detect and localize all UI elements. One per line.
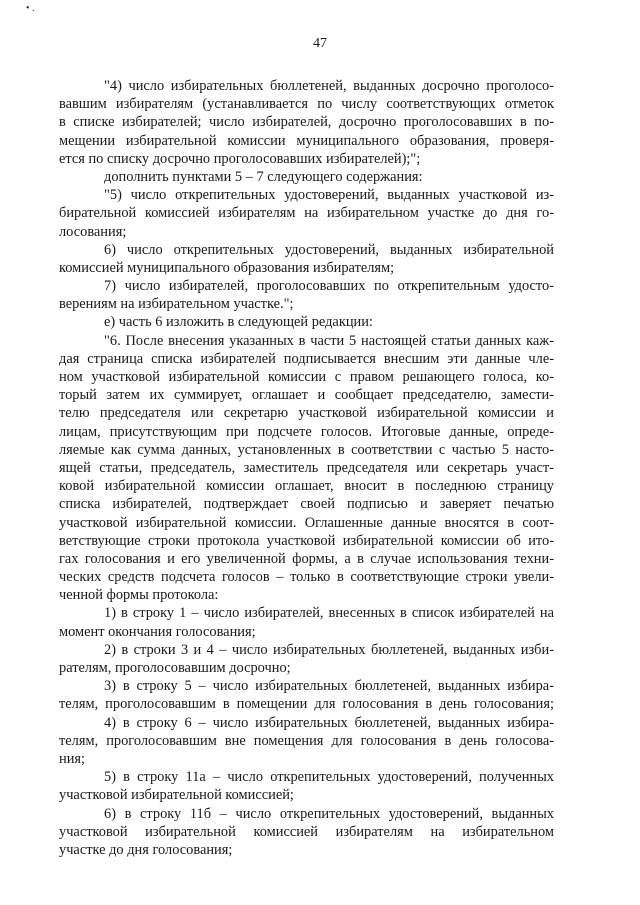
text-line: 2) в строки 3 и 4 – число избирательных бюллетеней, выданных изби-	[104, 641, 554, 658]
text-line: 4) в строку 6 – число избирательных бюллетеней, выданных избира-	[104, 714, 554, 731]
text-line: 6) в строку 11б – число открепительных удостоверений, выданных	[104, 805, 554, 822]
text-line: ляемые как сумма данных, установленных в соответствии с частью 5 насто-	[59, 441, 554, 458]
text-line: ческих средств подсчета голосов – только в соответствующие строки увели-	[59, 569, 554, 586]
page-number: 47	[313, 36, 327, 51]
text-line: вавшим избирателям (устанавливается по числу соответствующих отметок	[59, 96, 554, 113]
text-line: момент окончания голосования;	[59, 623, 256, 640]
text-line: гах голосования и его увеличенной формы, а в случае использования техни-	[59, 550, 554, 567]
text-line: ния;	[59, 750, 86, 767]
text-line: ченной формы протокола:	[59, 587, 219, 604]
text-line: ящей статьи, председатель, заместитель председателя или секретарь участ-	[59, 459, 554, 476]
text-line: лицам, присутствующим при подсчете голосов. Итоговые данные, опреде-	[59, 423, 554, 440]
text-line: участковой избирательной комиссией избирателям на избирательном	[59, 823, 554, 840]
text-line: участковой избирательной комиссией;	[59, 787, 294, 804]
text-line: ется по списку досрочно проголосовавших избирателей);";	[59, 150, 421, 167]
text-line: бирательной комиссией избирателям на избирательном участке до дня го-	[59, 205, 554, 222]
text-line: 3) в строку 5 – число избирательных бюллетеней, выданных избира-	[104, 678, 554, 695]
text-line: "6. После внесения указанных в части 5 настоящей статьи данных каж-	[104, 332, 554, 349]
text-line: мещении избирательной комиссии муниципального образования, проверя-	[59, 132, 554, 149]
text-line: телям, проголосовавшим в помещении для голосования в день голосования;	[59, 696, 554, 713]
text-line: участковой избирательной комиссии. Оглашенные данные вносятся в соот-	[59, 514, 554, 531]
text-line: е) часть 6 изложить в следующей редакции:	[104, 314, 373, 331]
text-line: "4) число избирательных бюллетеней, выданных досрочно проголосо-	[104, 78, 554, 94]
text-line: участке до дня голосования;	[59, 841, 233, 858]
text-line: ветствующие строки протокола участковой избирательной комиссии об ито-	[59, 532, 554, 549]
text-line: "5) число открепительных удостоверений, выданных участковой из-	[104, 187, 554, 204]
text-line: дая страница списка избирателей подписывается внесшим эти данные чле-	[59, 350, 554, 367]
text-line: ковой избирательной комиссии оглашает, вносит в последнюю страницу	[59, 478, 554, 495]
text-line: телям, проголосовавшим вне помещения для голосования в день голосова-	[59, 732, 554, 749]
text-line: комиссией муниципального образования избирателям;	[59, 259, 395, 276]
text-line: ном участковой избирательной комиссии с правом решающего голоса, ко-	[59, 369, 554, 385]
text-line: в списке избирателей; число избирателей, досрочно проголосовавших в по-	[59, 114, 554, 131]
text-line: лосования;	[59, 223, 127, 240]
text-line: телю председателя или секретарю участковой избирательной комиссии и	[59, 405, 554, 422]
document-body	[59, 77, 554, 859]
text-line: торый затем их суммирует, оглашает и сообщает председателю, замести-	[59, 387, 554, 404]
text-line: верениям на избирательном участке.";	[59, 296, 294, 313]
text-line: списка избирателей, подтверждает своей подписью и заверяет печатью	[59, 496, 554, 513]
text-line: 5) в строку 11а – число открепительных удостоверений, полученных	[104, 769, 554, 786]
text-line: дополнить пунктами 5 – 7 следующего содержания:	[104, 168, 423, 185]
text-line: 6) число открепительных удостоверений, выданных избирательной	[104, 241, 554, 258]
scan-mark: • .	[26, 3, 35, 14]
text-line: рателям, проголосовавшим досрочно;	[59, 660, 291, 676]
text-line: 7) число избирателей, проголосовавших по открепительным удосто-	[104, 278, 554, 295]
text-line: 1) в строку 1 – число избирателей, внесенных в список избирателей на	[104, 605, 554, 622]
